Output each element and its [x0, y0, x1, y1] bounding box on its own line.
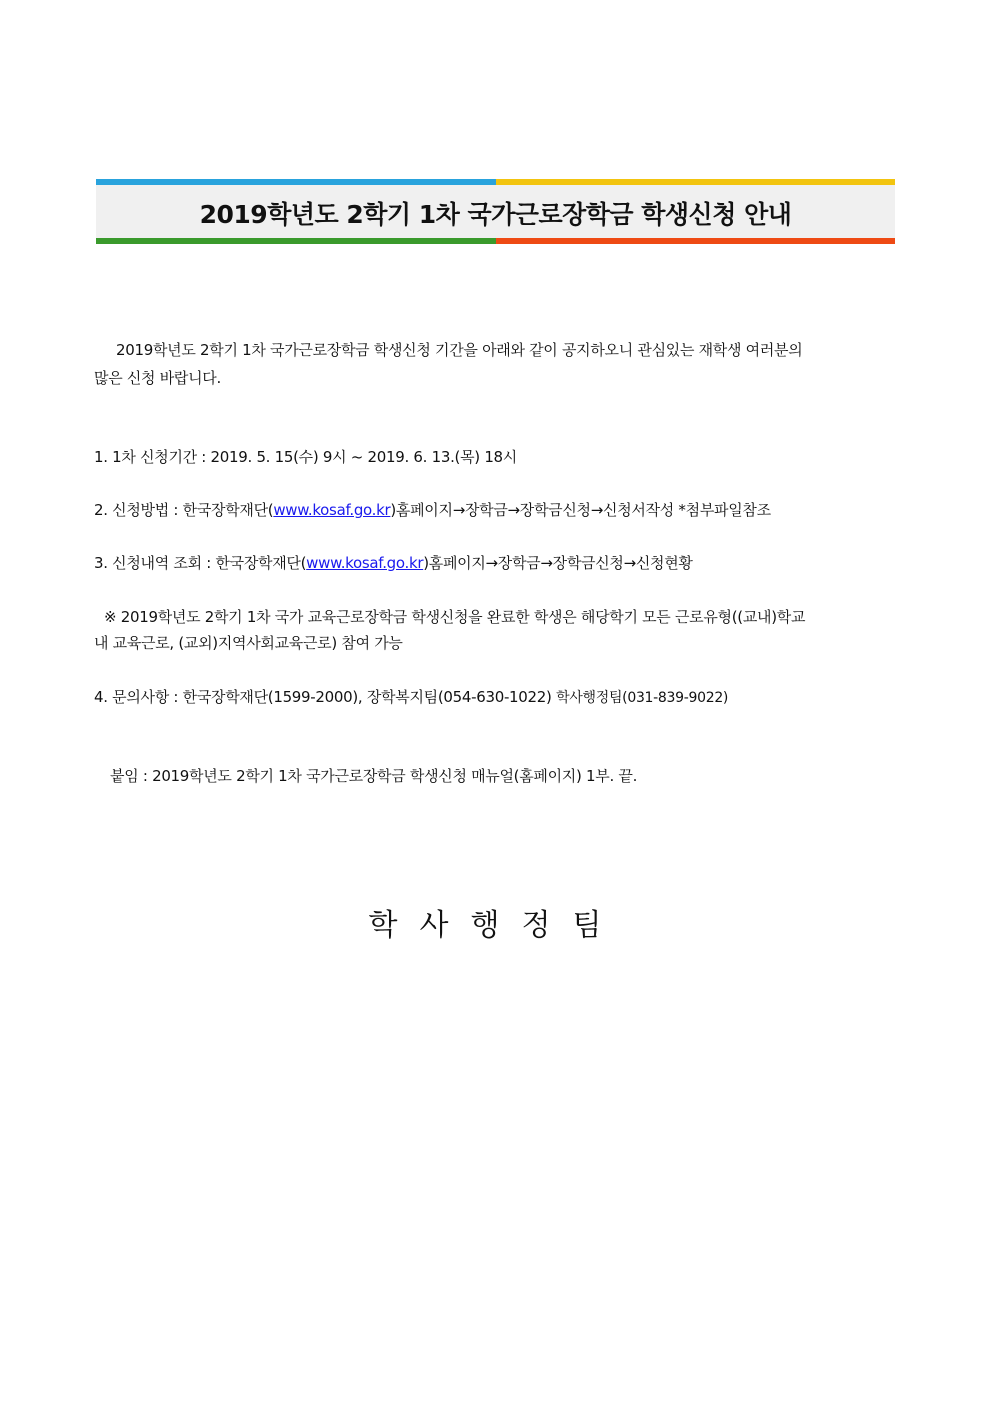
banner-bar-top-left — [96, 179, 496, 185]
item-contact — [94, 683, 898, 712]
banner-bar-top-right — [496, 179, 895, 185]
intro-line-1: 2019학년도 2학기 1차 국가근로장학금 학생신청 기간을 아래와 같이 공지하오니 관심있는 재학생 여러분의 — [116, 341, 803, 359]
title-banner — [96, 179, 895, 244]
department-signature: 학사행정팀 — [368, 908, 624, 943]
banner-bar-bottom-right — [496, 238, 895, 244]
method-text-suffix: )홈페이지→장학금→장학금신청→신청서작성 *첨부파일참조 — [390, 501, 771, 519]
note-line-2: 내 교육근로, (교외)지역사회교육근로) 참여 가능 — [94, 634, 403, 652]
contact-main-text: 4. 문의사항 : 한국장학재단(1599-2000), 장학복지팀(054-630-1022) — [94, 688, 557, 706]
item-application-inquiry — [94, 549, 898, 577]
note-line-1: ※ 2019학년도 2학기 1차 국가 교육근로장학금 학생신청을 완료한 학생은 해당학기 모든 근로유형((교내)학교 — [104, 608, 806, 626]
intro-line-2: 많은 신청 바랍니다. — [94, 369, 221, 387]
method-kosaf-link[interactable]: www.kosaf.go.kr — [273, 501, 391, 519]
inquiry-kosaf-link[interactable]: www.kosaf.go.kr — [306, 554, 424, 572]
contact-academic-office: 학사행정팀(031-839-9022) — [556, 690, 729, 706]
attachment-note: 붙임 : 2019학년도 2학기 1차 국가근로장학금 학생신청 매뉴얼(홈페이지) 1부. 끝. — [110, 767, 638, 785]
page-title: 2019학년도 2학기 1차 국가근로장학금 학생신청 안내 — [199, 200, 792, 229]
item-application-period: 1. 1차 신청기간 : 2019. 5. 15(수) 9시 ~ 2019. 6. 13.(목) 18시 — [94, 448, 517, 466]
inquiry-text-suffix: )홈페이지→장학금→장학금신청→신청현황 — [423, 554, 693, 572]
inquiry-text-prefix: 3. 신청내역 조회 : 한국장학재단( — [94, 554, 307, 572]
method-text-prefix: 2. 신청방법 : 한국장학재단( — [94, 501, 274, 519]
item-application-method — [94, 496, 898, 524]
banner-bar-bottom-left — [96, 238, 496, 244]
